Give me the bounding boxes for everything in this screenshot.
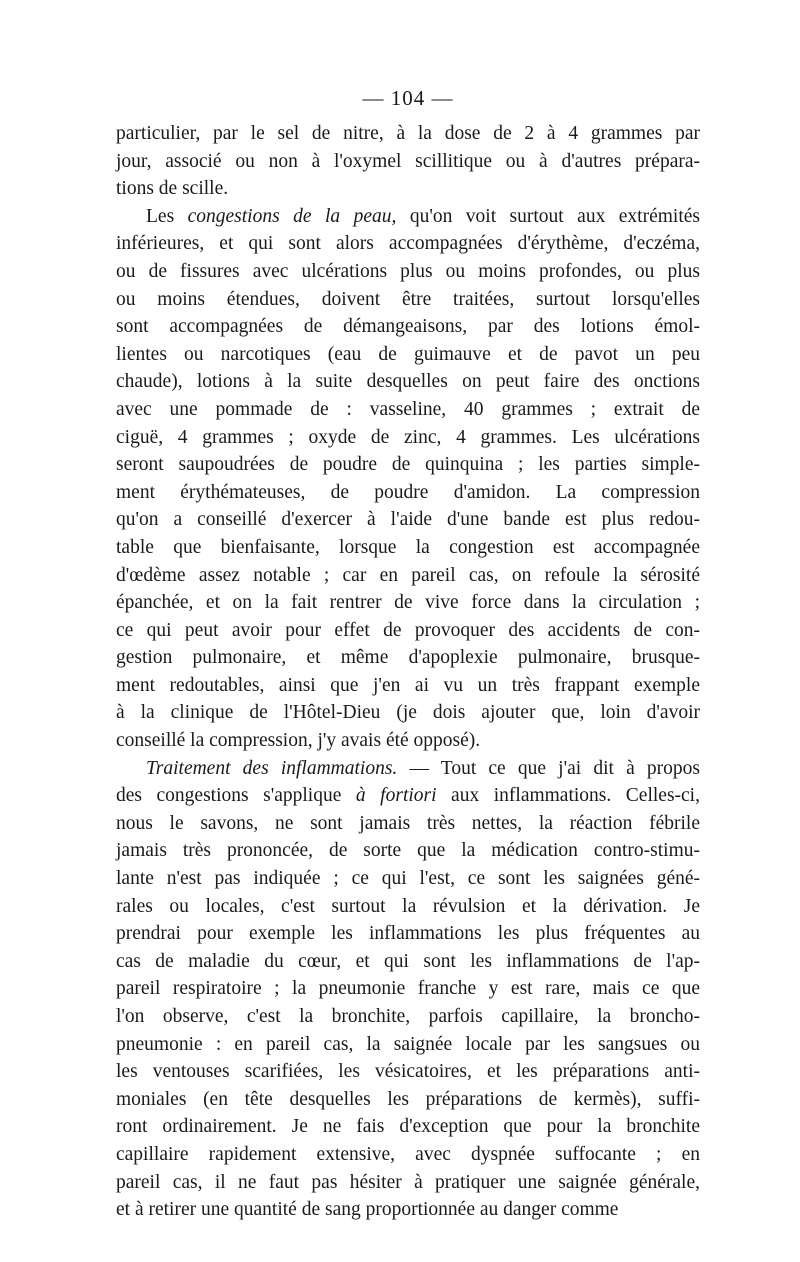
text-line: [116, 948, 700, 976]
text-run: ciguë, 4 grammes ; oxyde de zinc, 4 grammes. Les ulcérations: [116, 426, 700, 448]
text-line: [116, 368, 700, 396]
text-line: [116, 727, 700, 755]
paragraph: [116, 203, 700, 755]
text-line: [116, 451, 700, 479]
text-line: [116, 1196, 700, 1224]
text-run: table que bienfaisante, lorsque la congestion est accompagnée: [116, 536, 700, 558]
text-line: [116, 313, 700, 341]
text-run: prendrai pour exemple les inflammations les plus fréquentes au: [116, 923, 700, 945]
text-run: particulier, par le sel de nitre, à la dose de 2 à 4 grammes par: [116, 123, 700, 144]
text-run: lante n'est pas indiquée ; ce qui l'est, ce sont les saignées géné-: [116, 868, 700, 890]
text-run: nous le savons, ne sont jamais très nettes, la réaction fébrile: [116, 812, 700, 834]
text-run: et à retirer une quantité de sang proportionnée au danger comme: [116, 1199, 619, 1221]
text-line: [116, 396, 700, 424]
text-line: [116, 1141, 700, 1169]
text-line: [116, 120, 700, 148]
text-line: [116, 589, 700, 617]
text-run: conseillé la compression, j'y avais été opposé).: [116, 730, 481, 752]
text-run: moniales (en tête desquelles les préparations de kermès), suffi-: [116, 1088, 700, 1110]
text-run: jour, associé ou non à l'oxymel scillitique ou à d'autres prépara-: [116, 150, 700, 172]
text-run: ou moins étendues, doivent être traitées, surtout lorsqu'elles: [116, 288, 700, 310]
text-line: [116, 479, 700, 507]
text-line: [116, 175, 700, 203]
text-run: qu'on a conseillé d'exercer à l'aide d'une bande est plus redou-: [116, 509, 700, 531]
text-run: cas de maladie du cœur, et qui sont les inflammations de l'ap-: [116, 950, 700, 972]
text-run: à la clinique de l'Hôtel-Dieu (je dois ajouter que, loin d'avoir: [116, 702, 700, 724]
text-run: pareil respiratoire ; la pneumonie franche y est rare, mais ce que: [116, 978, 700, 1000]
text-run: inférieures, et qui sont alors accompagnées d'érythème, d'eczéma,: [116, 233, 700, 255]
text-run: Les: [146, 205, 188, 227]
text-line: [116, 1113, 700, 1141]
text-line: [116, 203, 700, 231]
italic-text: congestions de la peau,: [187, 205, 397, 227]
text-run: rales ou locales, c'est surtout la révulsion et la dérivation. Je: [116, 895, 700, 917]
text-run: seront saupoudrées de poudre de quinquina ; les parties simple-: [116, 454, 700, 476]
text-line: [116, 782, 700, 810]
text-run: ront ordinairement. Je ne fais d'exception que pour la bronchite: [116, 1116, 700, 1138]
text-line: [116, 506, 700, 534]
text-line: [116, 1169, 700, 1197]
italic-text: Traitement des inflammations.: [146, 757, 398, 779]
text-run: ce qui peut avoir pour effet de provoquer des accidents de con-: [116, 619, 700, 641]
text-run: jamais très prononcée, de sorte que la médication contro-stimu-: [116, 840, 700, 862]
text-run: ment érythémateuses, de poudre d'amidon. La compression: [116, 481, 700, 503]
text-run: gestion pulmonaire, et même d'apoplexie pulmonaire, brusque-: [116, 647, 700, 669]
text-run: avec une pommade de : vasseline, 40 grammes ; extrait de: [116, 398, 700, 420]
text-run: d'œdème assez notable ; car en pareil cas, on refoule la sérosité: [116, 564, 700, 586]
text-line: [116, 286, 700, 314]
text-run: l'on observe, c'est la bronchite, parfois capillaire, la broncho-: [116, 1006, 700, 1027]
paragraph: [116, 120, 700, 203]
text-line: [116, 810, 700, 838]
text-line: [116, 644, 700, 672]
italic-text: à fortiori: [355, 785, 437, 807]
text-run: épanchée, et on la fait rentrer de vive force dans la circulation ;: [116, 592, 700, 614]
text-run: des congestions s'applique: [116, 785, 356, 807]
text-line: [116, 975, 700, 1003]
text-run: ou de fissures avec ulcérations plus ou moins profondes, ou plus: [116, 260, 700, 282]
text-line: [116, 1003, 700, 1031]
text-line: [116, 562, 700, 590]
text-line: [116, 148, 700, 176]
text-line: [116, 1031, 700, 1059]
text-run: lientes ou narcotiques (eau de guimauve et de pavot un peu: [116, 343, 700, 365]
text-run: ment redoutables, ainsi que j'en ai vu un très frappant exemple: [116, 674, 700, 696]
text-line: [116, 1058, 700, 1086]
text-run: — Tout ce que j'ai dit à propos: [397, 757, 700, 779]
text-line: [116, 699, 700, 727]
paragraph: [116, 755, 700, 1224]
text-line: [116, 341, 700, 369]
text-line: [116, 755, 700, 783]
page-number: — 104 —: [362, 86, 454, 110]
text-line: [116, 534, 700, 562]
text-line: [116, 230, 700, 258]
text-line: [116, 893, 700, 921]
text-run: sont accompagnées de démangeaisons, par des lotions émol-: [116, 316, 700, 338]
text-line: [116, 920, 700, 948]
text-run: qu'on voit surtout aux extrémités: [396, 205, 700, 227]
text-line: [116, 837, 700, 865]
text-line: [116, 672, 700, 700]
text-run: aux inflammations. Celles-ci,: [436, 785, 700, 807]
text-line: [116, 617, 700, 645]
text-line: [116, 424, 700, 452]
text-run: pareil cas, il ne faut pas hésiter à pratiquer une saignée générale,: [116, 1171, 700, 1193]
book-page: [116, 85, 700, 1224]
text-run: tions de scille.: [116, 178, 229, 200]
text-line: [116, 258, 700, 286]
text-run: capillaire rapidement extensive, avec dyspnée suffocante ; en: [116, 1143, 700, 1165]
text-run: les ventouses scarifiées, les vésicatoires, et les préparations anti-: [116, 1061, 700, 1083]
text-line: [116, 865, 700, 893]
text-line: [116, 1086, 700, 1114]
text-run: pneumonie : en pareil cas, la saignée locale par les sangsues ou: [116, 1033, 700, 1055]
body-text: [116, 120, 700, 1224]
text-run: chaude), lotions à la suite desquelles on peut faire des onctions: [116, 371, 700, 393]
